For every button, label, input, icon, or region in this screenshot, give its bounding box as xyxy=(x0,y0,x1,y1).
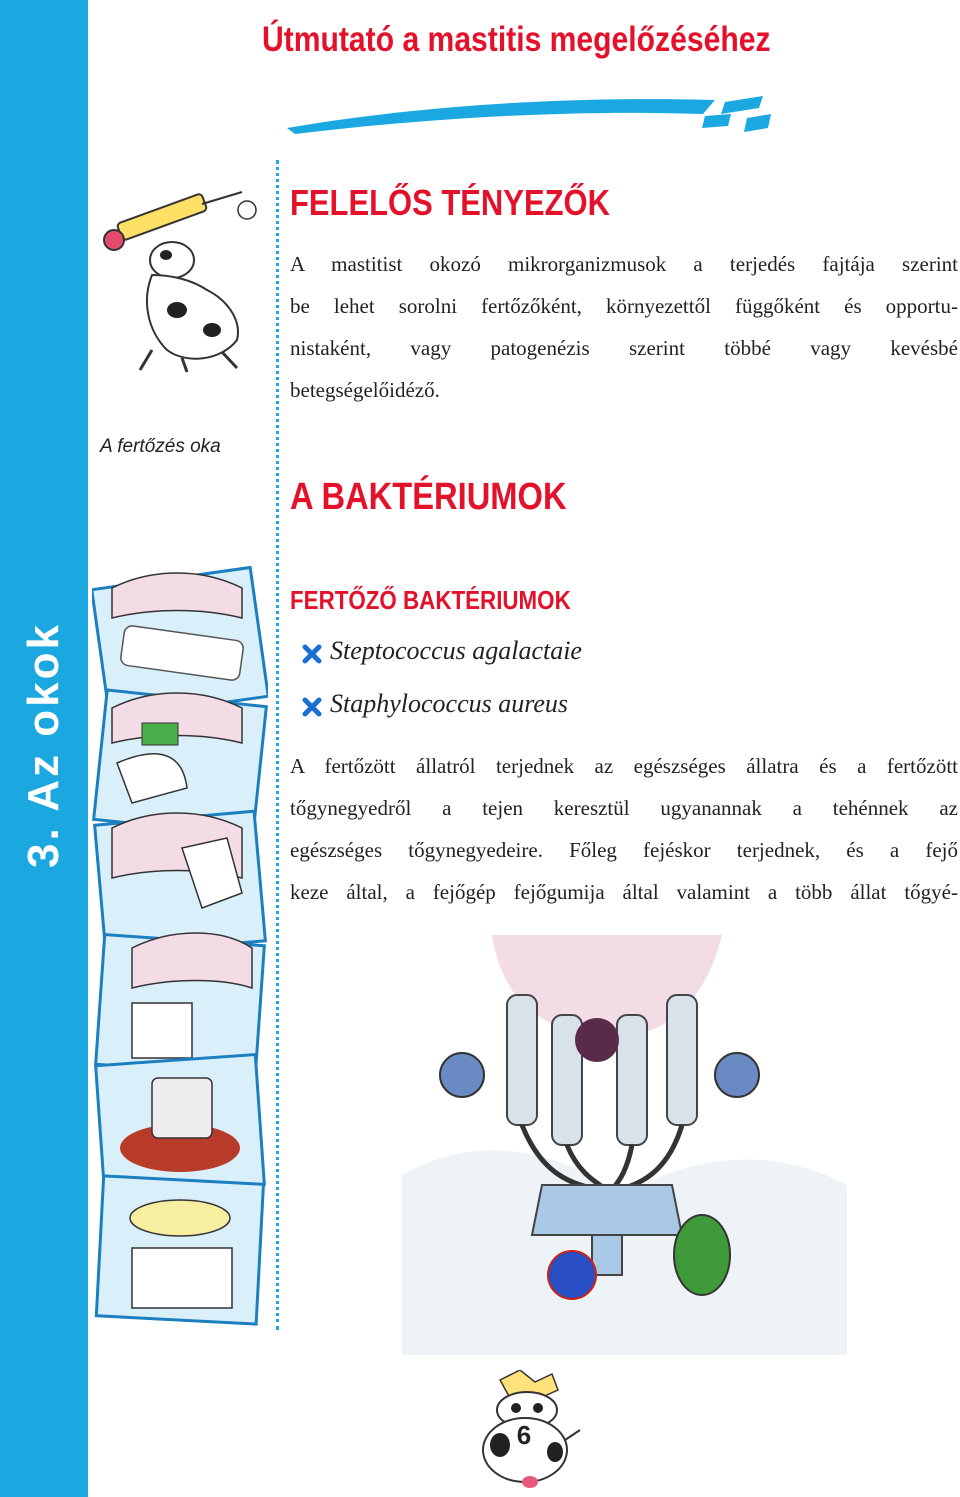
bacteria-name: Staphylococcus aureus xyxy=(330,689,569,718)
chapter-label: 3. Az okok xyxy=(19,622,68,868)
subsection-body-line: egészséges tőgynegyedeire. Főleg fejéskor terjednek, és a fejő xyxy=(290,838,958,862)
document-title: Útmutató a mastitis megelőzéséhez xyxy=(262,20,771,59)
subsection-body-line: keze által, a fejőgép fejőgumija által valamint a több állat tőgyé- xyxy=(290,880,958,904)
subsection-body-line: tőgynegyedről a tejen keresztül ugyanannak a tehénnek az xyxy=(290,796,958,820)
bacteria-list-item xyxy=(318,636,582,666)
subsection-title-fertozo-bakteriumok: FERTŐZŐ BAKTÉRIUMOK xyxy=(290,585,571,615)
milking-machine-bacteria-illustration xyxy=(392,935,857,1355)
title-swoosh xyxy=(285,92,777,136)
section1-paragraph-line: A mastitist okozó mikrorganizmusok a terjedés fajtája szerint xyxy=(290,252,958,276)
bacteria-list-item xyxy=(318,689,568,719)
section1-paragraph-line: be lehet sorolni fertőzőként, környezettől függőként és opportu- xyxy=(290,294,958,318)
section1-paragraph-line: betegségelőidéző. xyxy=(290,378,440,402)
sidebar xyxy=(0,0,88,1497)
section-title-felelos-tenyezok: FELELŐS TÉNYEZŐK xyxy=(290,182,610,223)
bacteria-name: Steptococcus agalactaie xyxy=(330,636,582,665)
x-bullet-icon xyxy=(302,644,322,664)
cow-syringe-illustration xyxy=(92,180,272,375)
milking-procedure-illustration xyxy=(92,548,268,1328)
column-divider xyxy=(276,160,279,1330)
x-bullet-icon xyxy=(302,697,322,717)
margin-caption: A fertőzés oka xyxy=(100,436,221,457)
section-title-a-bakteriumok: A BAKTÉRIUMOK xyxy=(290,476,567,518)
subsection-body-line: A fertőzött állatról terjednek az egészséges állatra és a fertőzött xyxy=(290,754,958,778)
section1-paragraph-line: nistaként, vagy patogenézis szerint többé vagy kevésbé xyxy=(290,336,958,360)
page-number: 6 xyxy=(516,1420,532,1450)
